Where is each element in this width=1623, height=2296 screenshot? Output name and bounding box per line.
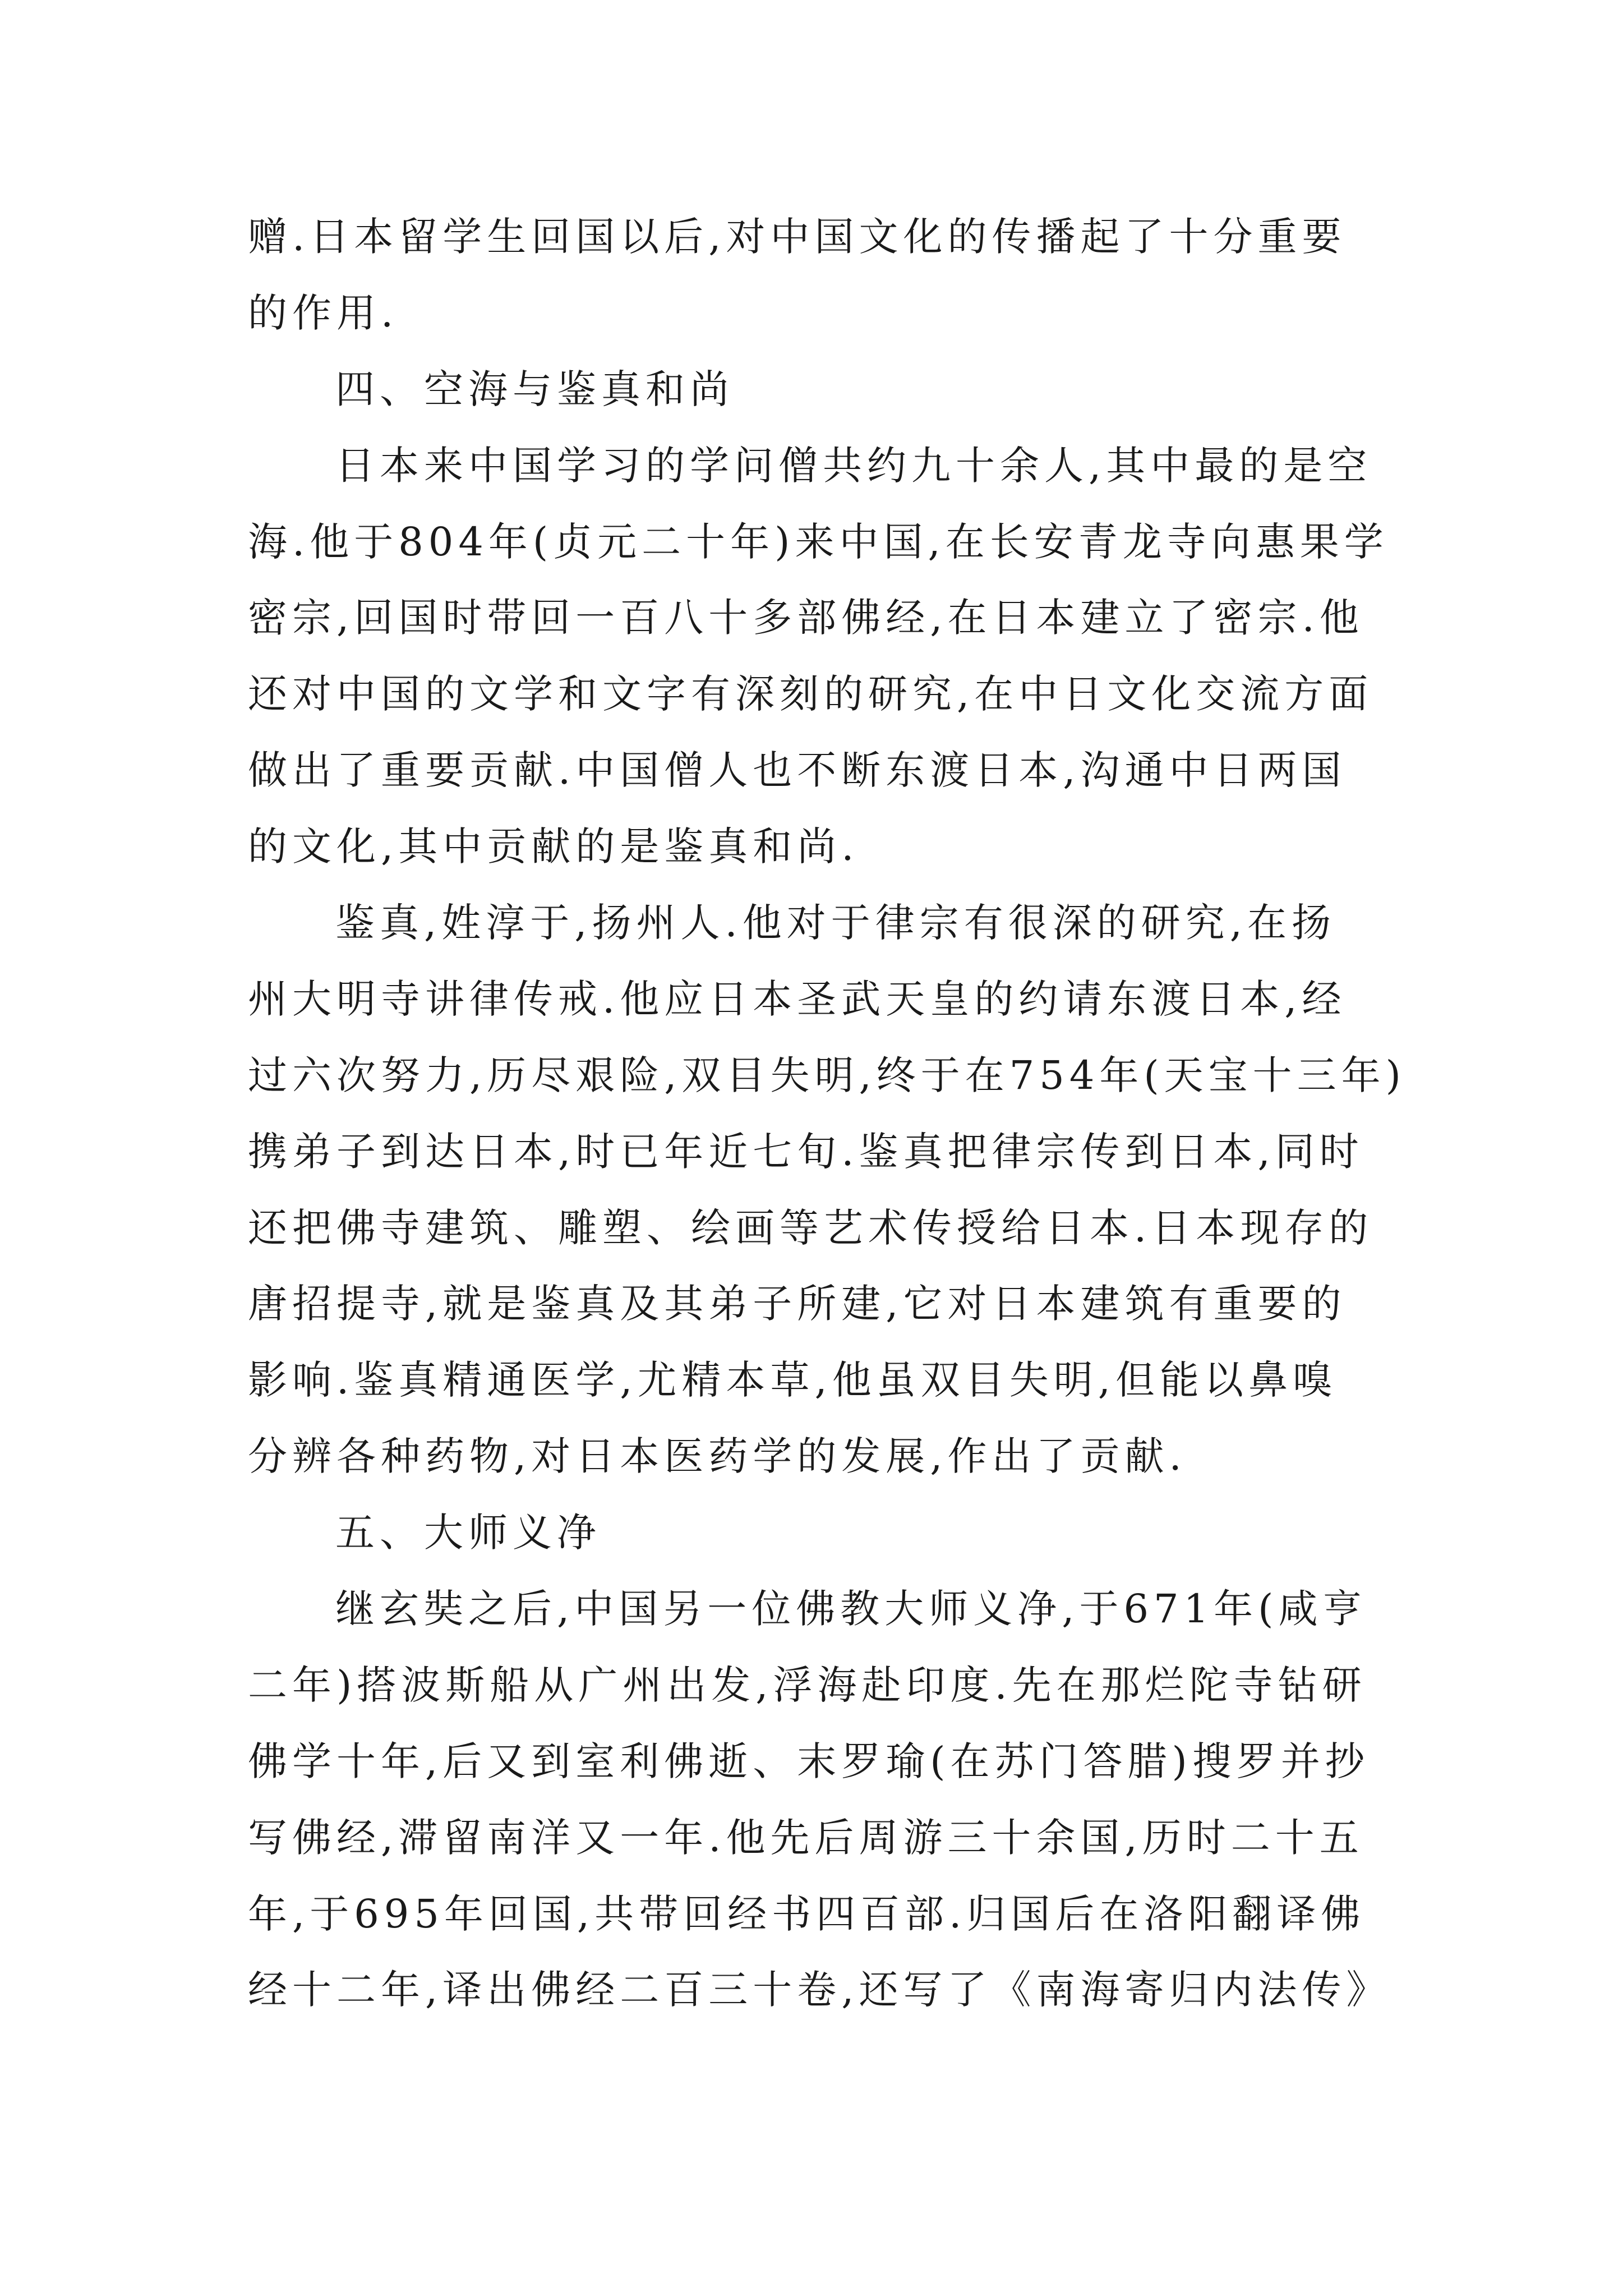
text-line: 做出了重要贡献.中国僧人也不断东渡日本,沟通中日两国 [248,747,1347,794]
section-heading: 五、大师义净 [335,1510,601,1556]
text-line: 州大明寺讲律传戒.他应日本圣武天皇的约请东渡日本,经 [248,976,1347,1022]
text-line: 影响.鉴真精通医学,尤精本草,他虽双目失明,但能以鼻嗅 [248,1357,1338,1404]
text-line: 携弟子到达日本,时已年近七旬.鉴真把律宗传到日本,同时 [248,1128,1364,1175]
text-line: 赠.日本留学生回国以后,对中国文化的传播起了十分重要 [248,214,1347,260]
text-line: 的文化,其中贡献的是鉴真和尚. [248,823,859,870]
text-line: 佛学十年,后又到室利佛逝、末罗瑜(在苏门答腊)搜罗并抄 [248,1738,1370,1784]
text-line: 写佛经,滞留南洋又一年.他先后周游三十余国,历时二十五 [248,1814,1364,1861]
text-line: 年,于695年回国,共带回经书四百部.归国后在洛阳翻译佛 [248,1890,1366,1937]
text-line: 二年)搭波斯船从广州出发,浮海赴印度.先在那烂陀寺钻研 [248,1662,1367,1708]
text-line: 经十二年,译出佛经二百三十卷,还写了《南海寄归内法传》 [248,1967,1391,2013]
text-line: 唐招提寺,就是鉴真及其弟子所建,它对日本建筑有重要的 [248,1281,1347,1327]
text-line: 密宗,回国时带回一百八十多部佛经,在日本建立了密宗.他 [248,595,1364,641]
text-line: 还把佛寺建筑、雕塑、绘画等艺术传授给日本.日本现存的 [248,1204,1373,1251]
text-line: 日本来中国学习的学问僧共约九十余人,其中最的是空 [335,442,1372,489]
section-heading: 四、空海与鉴真和尚 [335,366,734,412]
text-line: 海.他于804年(贞元二十年)来中国,在长安青龙寺向惠果学 [248,518,1389,565]
text-line: 过六次努力,历尽艰险,双目失明,终于在754年(天宝十三年) [248,1052,1406,1098]
text-line: 鉴真,姓淳于,扬州人.他对于律宗有很深的研究,在扬 [335,900,1336,946]
text-line: 的作用. [248,289,399,336]
document-body [248,199,1406,2028]
text-line: 分辨各种药物,对日本医药学的发展,作出了贡献. [248,1433,1187,1480]
text-line: 继玄奘之后,中国另一位佛教大师义净,于671年(咸亨 [335,1586,1367,1632]
text-line: 还对中国的文学和文字有深刻的研究,在中日文化交流方面 [248,671,1373,717]
